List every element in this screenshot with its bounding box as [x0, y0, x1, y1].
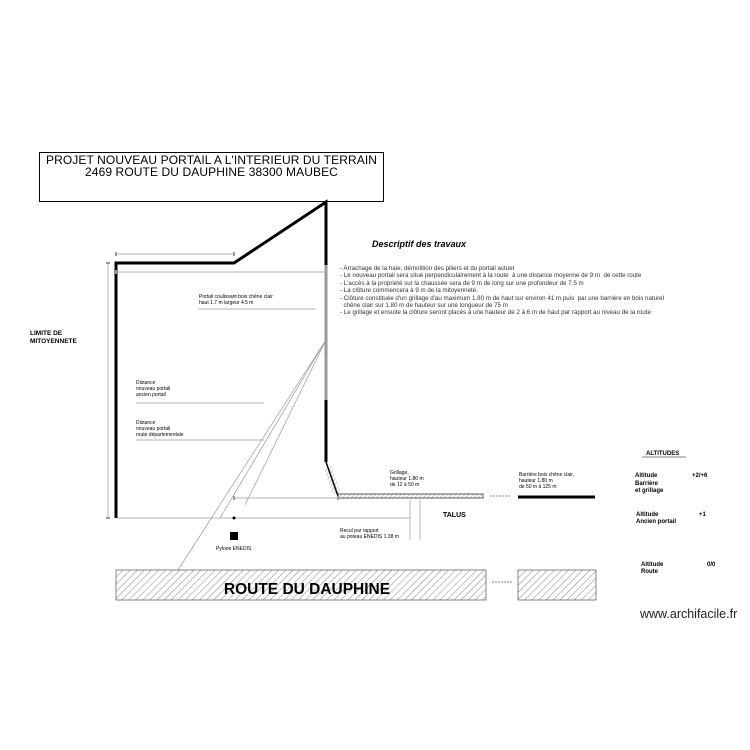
enedis-pylon	[230, 532, 238, 540]
distance-old-gate-label-3: ancien portail	[136, 392, 166, 398]
distance-road-label-3: route départementale	[136, 432, 184, 438]
slope-hatch	[324, 465, 340, 494]
title-box	[39, 152, 384, 202]
distance-road-label: Distance	[136, 420, 156, 426]
pylone-label: Pylone ENEDIS	[216, 546, 252, 552]
barriere-label: Barrière bois chêne clair,	[519, 472, 575, 478]
watermark: www.archifacile.fr	[640, 607, 738, 621]
alt-portail-label-2: Ancien portail	[636, 519, 677, 525]
alt-portail-value: +1	[699, 512, 706, 518]
distance-old-gate-label-2: nouveau portail	[136, 386, 171, 392]
talus-label: TALUS	[443, 512, 466, 519]
description-list	[340, 265, 730, 317]
title-line-2: 2469 ROUTE DU DAUPHINE 38300 MAUBEC	[85, 165, 338, 179]
altitudes-heading: ALTITUDES	[646, 451, 680, 457]
distance-road-label-2: nouveau portail	[136, 426, 171, 432]
alt-portail-label: Altitude	[636, 512, 659, 518]
barriere-label-3: de 50 m à 125 m	[519, 484, 557, 490]
limite-label-2: MITOYENNETE	[30, 338, 77, 345]
description-item: - Clôture constituée d'un grillage d'au maximum 1.80 m de haut sur environ 41 m puis par une barrière en bois naturel	[340, 294, 664, 302]
road-label: ROUTE DU DAUPHINE	[223, 581, 391, 598]
alt-route-label-2: Route	[641, 569, 658, 575]
grillage-label-2: hauteur 1.80 m	[390, 476, 424, 482]
description-item: - L'accès à la propriété sur la chaussée sera de 9 m de long sur une profondeur de 7.5 m	[340, 279, 584, 287]
recul-label-2: au poteau ENEDIS 1.38 m	[340, 534, 399, 540]
alt-barriere-label-2: Barrière	[635, 481, 659, 487]
alt-barriere-label-3: et grillage	[635, 488, 664, 494]
alt-route-label: Altitude	[641, 562, 664, 568]
description-item: - Arrachage de la haie, démolition des piliers et du portail actuel	[340, 265, 515, 272]
road-extension	[518, 570, 596, 600]
title-line-1: PROJET NOUVEAU PORTAIL A L'INTERIEUR DU TERRAIN	[45, 153, 378, 167]
description-item: chêne clair sur 1.80 m de hauteur sur une longueur de 75 m	[340, 302, 508, 310]
barriere-label-2: hauteur 1.80 m	[519, 478, 553, 484]
portail-label: Portail coulissant bois chêne clair	[199, 294, 273, 300]
grillage-label: Grillage,	[390, 470, 409, 476]
alt-barriere-label: Altitude	[635, 473, 658, 479]
portail-label-2: haut 1.7 m largeur 4.5 m	[199, 300, 254, 306]
description-item: - Le grillage et ensuite la clôture seront placés à une hauteur de 2 à 6 m de haut par rapport au niveau de la route	[340, 309, 651, 317]
pylon-marker	[233, 517, 236, 520]
alt-route-value: 0/0	[707, 562, 716, 568]
limite-label: LIMITE DE	[30, 330, 63, 337]
alt-barriere-value: +2/+6	[692, 473, 708, 479]
description-item: - La clôture commencera à 9 m de la mitoyenneté.	[340, 287, 478, 295]
plan-labels	[30, 294, 716, 598]
distance-old-gate-label: Distance	[136, 380, 156, 386]
grillage-label-3: de 12 à 50 m	[390, 482, 420, 488]
description-heading: Descriptif des travaux	[372, 239, 467, 249]
recul-label: Recul par rapport	[340, 528, 379, 534]
grillage-fence	[338, 494, 483, 498]
description-item: - Le nouveau portail sera situé perpendiculairement à la route à une distance moyenne de 9 m de cette route	[340, 272, 642, 280]
property-wall	[116, 202, 326, 518]
